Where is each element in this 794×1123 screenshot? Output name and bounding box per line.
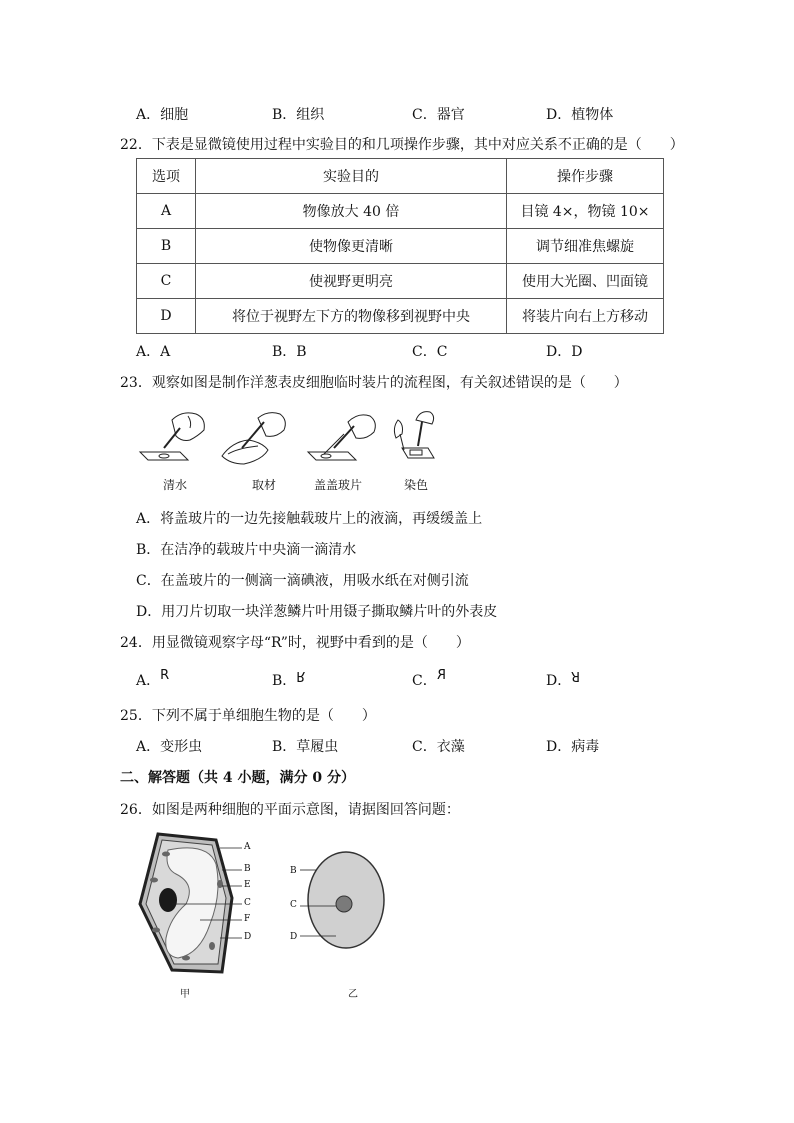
option-letter: C．: [412, 673, 437, 689]
table-header-cell: 实验目的: [196, 159, 507, 194]
r-upright-glyph: R: [160, 668, 170, 683]
q24-option-a: [136, 670, 169, 690]
q24-stem: 24．用显微镜观察字母“R”时，视野中看到的是（ ）: [120, 635, 470, 651]
table-cell: 目镜 4×，物镜 10×: [507, 194, 664, 229]
table-cell: B: [137, 229, 196, 264]
table-cell: D: [137, 299, 196, 334]
table-cell: A: [137, 194, 196, 229]
animal-cell-diagram: [296, 848, 388, 952]
table-row: [137, 299, 664, 334]
table-header-cell: 选项: [137, 159, 196, 194]
animal-label-b: B: [290, 866, 297, 876]
table-row: [137, 229, 664, 264]
q23-option-b: B．在洁净的载玻片中央滴一滴清水: [136, 542, 357, 558]
table-cell: C: [137, 264, 196, 299]
table-cell: 使用大光圈、凹面镜: [507, 264, 664, 299]
dropper-water-illustration: [140, 413, 204, 460]
q22-option-d: D．D: [546, 344, 583, 360]
q21-option-d: D．植物体: [546, 107, 614, 123]
q24-option-d: [546, 670, 580, 690]
r-mirrored-glyph: R: [436, 668, 446, 683]
q21-option-c: C．器官: [412, 107, 465, 123]
option-letter: B．: [272, 673, 297, 689]
step-label-water: 清水: [163, 478, 188, 492]
q22-stem: 22．下表是显微镜使用过程中实验目的和几项操作步骤，其中对应关系不正确的是（ ）: [120, 137, 684, 153]
table-header-cell: 操作步骤: [507, 159, 664, 194]
q26-stem: 26．如图是两种细胞的平面示意图，请据图回答问题：: [120, 802, 460, 818]
r-flipped-vertical-glyph: R: [296, 668, 306, 683]
option-letter: A．: [136, 673, 161, 689]
q23-option-c: C．在盖玻片的一侧滴一滴碘液，用吸水纸在对侧引流: [136, 573, 469, 589]
staining-illustration: [394, 412, 434, 458]
step-label-coverslip: 盖盖玻片: [314, 478, 363, 492]
plant-label-c: C: [244, 898, 251, 908]
q22-option-a: A．A: [136, 344, 171, 360]
plant-label-e: E: [244, 880, 251, 890]
table-row: [137, 194, 664, 229]
q23-stem: 23．观察如图是制作洋葱表皮细胞临时装片的流程图，有关叙述错误的是（ ）: [120, 375, 628, 391]
table-cell: 使物像更清晰: [196, 229, 507, 264]
q22-option-b: B．B: [272, 344, 307, 360]
q22-table: [136, 158, 664, 334]
q25-option-d: D．病毒: [546, 739, 600, 755]
caption-jia: 甲: [180, 989, 190, 1000]
r-rotated-glyph: R: [571, 668, 581, 683]
q23-option-a: A．将盖玻片的一边先接触载玻片上的液滴，再缓缓盖上: [136, 511, 483, 527]
q24-option-b: [272, 670, 305, 690]
tweezers-illustration: [222, 413, 285, 464]
animal-label-c: C: [290, 900, 297, 910]
table-row: [137, 264, 664, 299]
plant-label-b: B: [244, 864, 251, 874]
q25-option-c: C．衣藻: [412, 739, 465, 755]
coverslip-illustration: [308, 415, 375, 460]
table-cell: 调节细准焦螺旋: [507, 229, 664, 264]
q23-option-d: D．用刀片切取一块洋葱鳞片叶用镊子撕取鳞片叶的外表皮: [136, 604, 498, 620]
plant-label-d: D: [244, 932, 252, 942]
option-letter: D．: [546, 673, 572, 689]
q21-option-b: B．组织: [272, 107, 325, 123]
section-title: 二、解答题（共 4 小题，满分 0 分）: [120, 770, 355, 786]
q24-option-c: [412, 670, 446, 690]
caption-yi: 乙: [348, 989, 358, 1000]
table-cell: 将装片向右上方移动: [507, 299, 664, 334]
q21-option-a: A．细胞: [136, 107, 189, 123]
slide-preparation-figure: [136, 408, 456, 470]
animal-label-d: D: [290, 932, 298, 942]
q25-stem: 25．下列不属于单细胞生物的是（ ）: [120, 708, 376, 724]
table-header-row: [137, 159, 664, 194]
table-cell: 物像放大 40 倍: [196, 194, 507, 229]
q22-option-c: C．C: [412, 344, 448, 360]
plant-label-f: F: [244, 914, 251, 924]
step-label-stain: 染色: [404, 478, 429, 492]
q25-option-b: B．草履虫: [272, 739, 339, 755]
table-cell: 使视野更明亮: [196, 264, 507, 299]
plant-label-a: A: [244, 842, 251, 852]
step-label-sample: 取材: [252, 478, 277, 492]
table-cell: 将位于视野左下方的物像移到视野中央: [196, 299, 507, 334]
q25-option-a: A．变形虫: [136, 739, 203, 755]
